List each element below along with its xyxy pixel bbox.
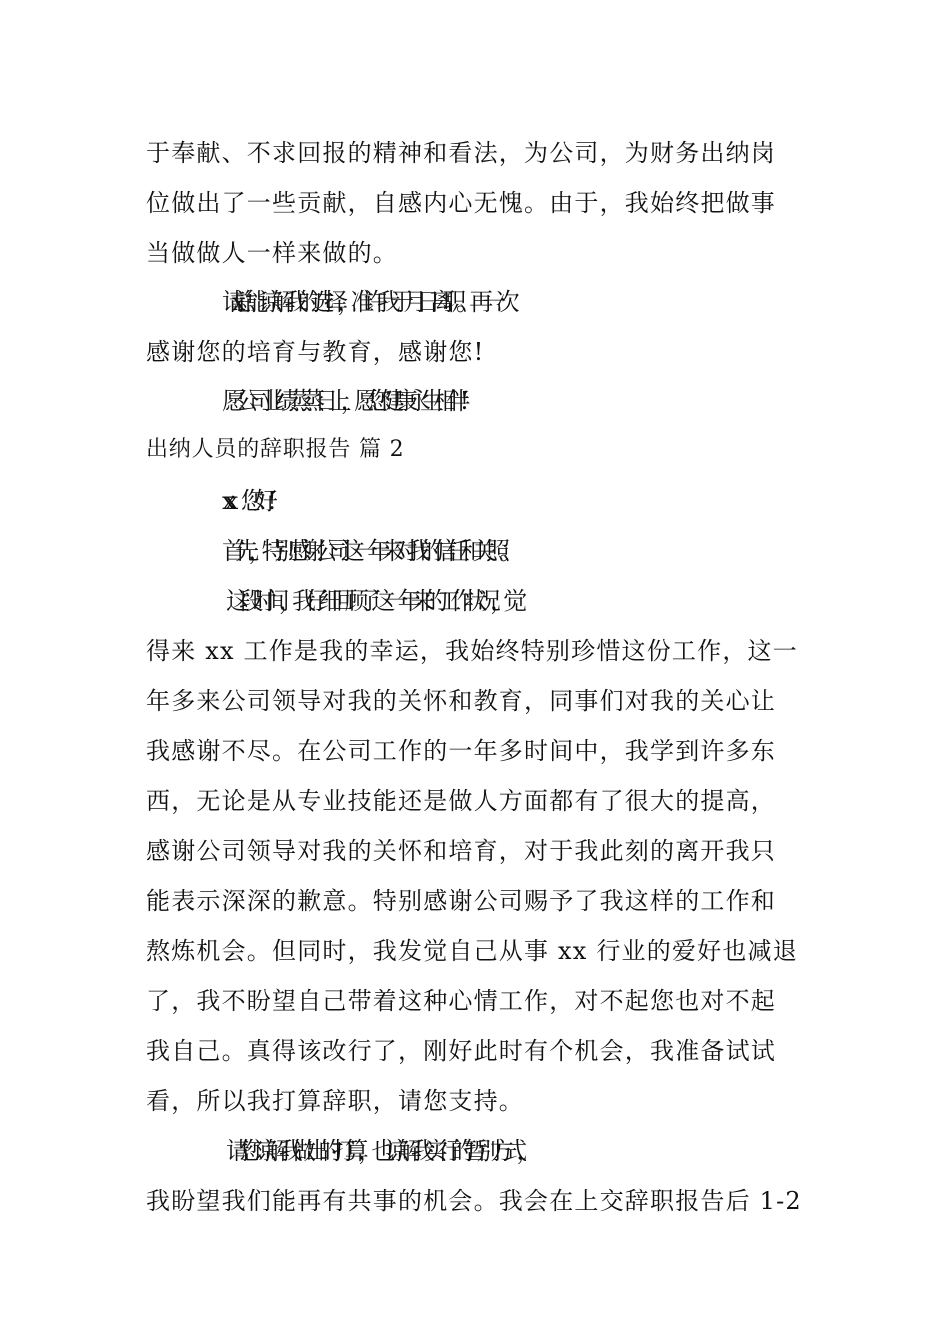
text-line: 首先，特别感谢公司这一年来对我的信任和关照。 [222, 537, 513, 565]
section-title: 出纳人员的辞职报告 篇 2 [146, 437, 405, 462]
text-line: 请 x 总能谅解我的选择，准许我于月日离职。再一次 [222, 288, 509, 316]
text-line: 我自己。真得该改行了，刚好此时有个机会，我准备试试 [146, 1037, 776, 1065]
text-line: 得来 xx 工作是我的幸运，我始终特别珍惜这份工作，这一 [146, 637, 798, 665]
text-line: 我感谢不尽。在公司工作的一年多时间中，我学到许多东 [146, 737, 776, 765]
text-line: 愿公司业绩蒸蒸日上，愿您健康永生相伴! [222, 387, 459, 415]
text-line: 于奉献、不求回报的精神和看法，为公司，为财务出纳岗 [146, 139, 776, 167]
text-line: 请您谅解我做出的打算，也谅解我实行的暂别方式， [226, 1137, 530, 1165]
text-line: 年多来公司领导对我的关怀和教育，同事们对我的关心让 [146, 687, 776, 715]
text-line: 西，无论是从专业技能还是做人方面都有了很大的提高， [146, 787, 776, 815]
greeting-line: xx：您好! [222, 487, 266, 515]
text-line: 感谢公司领导对我的关怀和培育，对于我此刻的离开我只 [146, 837, 776, 865]
text-line: 能表示深深的歉意。特别感谢公司赐予了我这样的工作和 [146, 887, 776, 915]
text-line: 我盼望我们能再有共事的机会。我会在上交辞职报告后 1-2 [146, 1187, 802, 1215]
text-line: 当做做人一样来做的。 [146, 239, 398, 267]
text-line: 感谢您的培育与教育，感谢您! [146, 338, 485, 366]
text-line: 位做出了一些贡献，自感内心无愧。由于，我始终把做事 [146, 189, 776, 217]
text-line: 了，我不盼望自己带着这种心情工作，对不起您也对不起 [146, 987, 776, 1015]
text-line: 熬炼机会。但同时，我发觉自己从事 xx 行业的爱好也减退 [146, 937, 798, 965]
text-line: 这段时间，我仔细回顾了这一年来的工作状况，觉 [226, 587, 517, 615]
text-line: 看，所以我打算辞职，请您支持。 [146, 1087, 524, 1115]
